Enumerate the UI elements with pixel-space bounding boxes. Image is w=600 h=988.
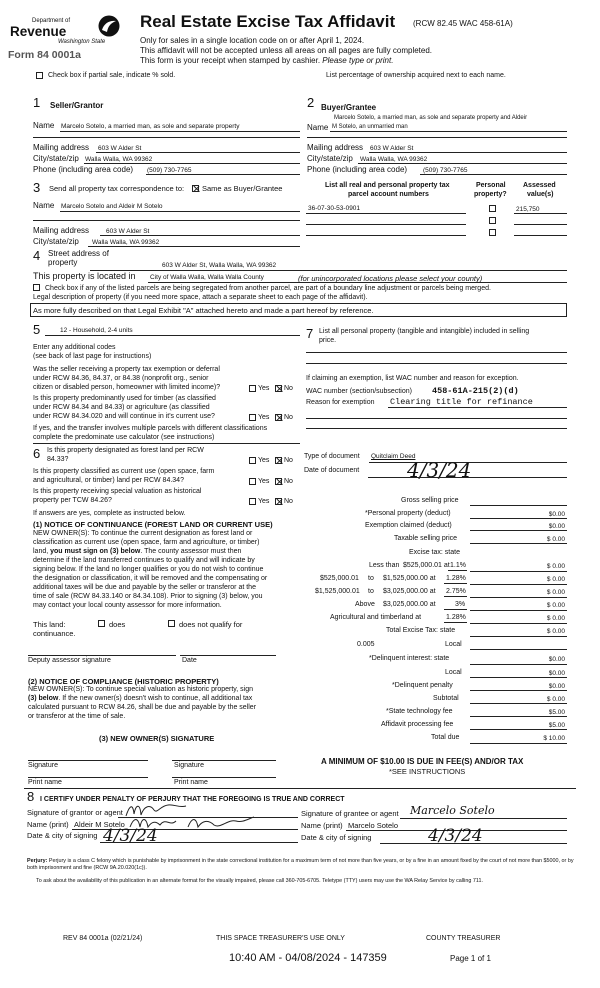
section-4-number: 4 <box>33 248 41 263</box>
agricultural-rate: 1.28% <box>446 614 466 621</box>
grantee-date-label: Date & city of signing <box>301 833 372 842</box>
personal-property-checkbox-2[interactable] <box>489 217 496 224</box>
revenue-label: Revenue <box>10 24 67 39</box>
page-title: Real Estate Excise Tax Affidavit <box>140 12 396 31</box>
owner-print-name-label-1: Print name <box>28 779 62 786</box>
notice1-line-6: the designation or classification, it will be removed and the compensating or <box>33 575 268 582</box>
legal-label: Legal description of property (if you need more space, attach a separate sheet to each page of the affidavit). <box>33 294 368 301</box>
unincorporated-note: (for unincorporated locations please select your county) <box>298 274 483 283</box>
historic-yes-label: Yes <box>258 498 270 505</box>
buyer-mailing-value: 603 W Alder St <box>370 145 414 152</box>
current-use-no-label: No <box>284 478 293 485</box>
timber-question-3: under RCW 84.34.020 and will continue in it's current use? <box>33 413 215 420</box>
historic-question-2: property per TCW 84.26? <box>33 497 112 504</box>
tier2-from: $525,000.01 <box>320 575 359 582</box>
notice2-line-3: calculated pursuant to RCW 84.26, shall be due and payable by the seller <box>28 704 257 711</box>
tier1-amount: $525,000.01 at <box>403 562 450 569</box>
exemption-no-checkbox[interactable] <box>275 385 282 392</box>
parcel-number-1: 36-07-30-53-0901 <box>308 205 361 212</box>
historic-no-checkbox[interactable] <box>275 498 282 505</box>
does-not-qualify-checkbox[interactable] <box>168 620 175 627</box>
current-use-question-2: and agricultural, or timber) land per RCW 84.34? <box>33 477 184 484</box>
correspondence-name-value: Marcelo Sotelo and Aldeir M Sotelo <box>61 203 163 210</box>
notice2-line-2: (3) below. If the new owner(s) doesn't wish to continue, all additional tax <box>28 695 253 702</box>
assessed-header-2: value(s) <box>527 191 554 198</box>
delinquent-penalty-value: $0.00 <box>548 683 565 690</box>
does-qualify-label: does <box>109 620 126 629</box>
document-date-value: 4/3/24 <box>407 458 472 482</box>
grantor-name-label: Name (print) <box>27 820 69 829</box>
excise-tax-state-label: Excise tax: state <box>409 549 460 556</box>
located-label: This property is located in <box>33 271 136 281</box>
document-date-label: Date of document <box>304 467 360 474</box>
exemption-deduct-label: Exemption claimed (deduct) <box>365 522 452 529</box>
exemption-yes-label: Yes <box>258 385 270 392</box>
grantor-date-label: Date & city of signing <box>27 831 98 840</box>
total-due-label: Total due <box>431 734 460 741</box>
agricultural-label: Agricultural and timberland at <box>330 614 422 621</box>
personal-header-2: property? <box>474 191 507 198</box>
revision-label: REV 84 0001a (02/21/24) <box>63 935 143 942</box>
buyer-name-line-2: M Sotelo, an unmarried man <box>332 124 408 130</box>
personal-property-checkbox-3[interactable] <box>489 229 496 236</box>
wac-number-label: WAC number (section/subsection) <box>306 388 412 395</box>
reason-exemption-value: Clearing title for refinance <box>390 397 533 407</box>
forest-question-1: Is this property designated as forest land per RCW <box>47 447 204 454</box>
located-value: City of Walla Walla, Walla Walla County <box>150 274 264 281</box>
current-use-yes-label: Yes <box>258 478 270 485</box>
tier3-upto: $3,025,000.00 at <box>383 588 436 595</box>
local-label-1: Local <box>445 641 462 648</box>
same-as-buyer-checkbox[interactable] <box>192 185 199 192</box>
timber-no-label: No <box>284 414 293 421</box>
header-line-1: Only for sales in a single location code on or after April 1, 2024. <box>140 36 365 45</box>
taxable-selling-price-value: $ 0.00 <box>546 536 565 543</box>
notice2-line-4: or transferor at the time of sale. <box>28 713 126 720</box>
gross-selling-price-label: Gross selling price <box>401 497 459 504</box>
parcel-header-1: List all real and personal property tax <box>325 182 450 189</box>
notice1-line-1: NEW OWNER(S): To continue the current designation as forest land or <box>33 530 253 537</box>
correspondence-city-value: Walla Walla, WA 99362 <box>92 239 160 246</box>
forest-yes-label: Yes <box>258 457 270 464</box>
timber-yes-label: Yes <box>258 414 270 421</box>
tier4-rate: 3% <box>455 601 466 608</box>
does-qualify-checkbox[interactable] <box>98 620 105 627</box>
notice1-line-7: additional taxes will be due and payable by the seller or transferor at the <box>33 584 256 591</box>
notice-compliance-title: (2) NOTICE OF COMPLIANCE (HISTORIC PROPERTY) <box>28 677 219 686</box>
this-land-label: This land: <box>33 620 66 629</box>
tier3-to: to <box>368 588 374 595</box>
exemption-claim-label: If claiming an exemption, list WAC number and reason for exception. <box>306 375 519 382</box>
section-1-number: 1 <box>33 95 41 110</box>
correspondence-city-label: City/state/zip <box>33 237 79 246</box>
seller-phone-value: (509) 730-7765 <box>147 167 192 174</box>
same-as-buyer-label: Same as Buyer/Grantee <box>202 184 283 193</box>
tier3-rate: 2.75% <box>446 588 466 595</box>
notice1-line-4: determine if the land transferred continues to qualify and will indicate by <box>33 557 255 564</box>
tier3-value: $ 0.00 <box>546 589 565 596</box>
current-use-no-checkbox[interactable] <box>275 478 282 485</box>
assessed-header-1: Assessed <box>523 182 556 189</box>
delinquent-interest-state-value: $0.00 <box>548 656 565 663</box>
exemption-no-label: No <box>284 385 293 392</box>
multiple-parcels-note-1: If yes, and the transfer involves multiple parcels with different classifications <box>33 425 268 432</box>
notice1-line-3: land, you must sign on (3) below. The county assessor must then <box>33 548 242 555</box>
delinquent-interest-label: *Delinquent interest: state <box>369 655 450 662</box>
section-8-number: 8 <box>27 789 35 804</box>
segregated-checkbox[interactable] <box>33 284 40 291</box>
rcw-citation: (RCW 82.45 WAC 458-61A) <box>413 19 513 28</box>
seller-name-label: Name <box>33 121 55 130</box>
tier1-less-than: Less than <box>369 562 400 569</box>
subtotal-value: $ 0.00 <box>546 696 565 703</box>
answers-yes-note: If answers are yes, complete as instructed below. <box>33 510 186 517</box>
reason-exemption-label: Reason for exemption <box>306 399 375 406</box>
street-label-2: property <box>48 258 78 267</box>
seller-heading: Seller/Grantor <box>50 101 104 110</box>
seller-city-label: City/state/zip <box>33 154 79 163</box>
seller-name-value: Marcelo Sotelo, a married man, as sole and separate property <box>61 123 240 130</box>
timber-question-1: Is this property predominantly used for timber (as classified <box>33 395 216 402</box>
header-line-3: This form is your receipt when stamped by cashier. Please type or print. <box>140 56 394 65</box>
section-5-number: 5 <box>33 322 41 337</box>
document-type-label: Type of document <box>304 453 360 460</box>
forest-question-2: 84.33? <box>47 456 69 463</box>
street-value: 603 W Alder St, Walla Walla, WA 99362 <box>162 262 277 269</box>
deputy-date-label: Date <box>182 657 197 664</box>
wa-logo-icon <box>98 15 120 37</box>
owner-signature-label-1: Signature <box>28 762 58 769</box>
partial-sale-label: Check box if partial sale, indicate % sold. <box>48 72 176 79</box>
forest-no-checkbox[interactable] <box>275 457 282 464</box>
grantee-date-value: 4/3/24 <box>428 826 483 846</box>
county-treasurer-label: COUNTY TREASURER <box>426 935 501 942</box>
assessed-value-1: 215,750 <box>516 206 540 213</box>
timber-question-2: under RCW 84.34 and 84.33) or agriculture (as classified <box>33 404 210 411</box>
tier2-to: to <box>368 575 374 582</box>
section-7-number: 7 <box>306 326 314 341</box>
new-owner-signature-heading: (3) NEW OWNER(S) SIGNATURE <box>99 734 215 743</box>
personal-header-1: Personal <box>476 182 506 189</box>
segregated-label: Check box if any of the listed parcels are being segregated from another parcel, are part of a boundary line adjustment or parcels being merged. <box>45 285 491 292</box>
buyer-heading: Buyer/Grantee <box>321 103 377 112</box>
perjury-note: Perjury: Perjury is a class C felony which is punishable by imprisonment in the state correctional institution for a maximum term of not more than five years, or by a fine in an amount fixed by the court of not more than $5000, or by both imprisonment and fine (RCW 9A.20.020(1c)). <box>27 858 574 871</box>
wac-number-value: 458-61A-215(2)(d) <box>432 386 519 396</box>
correspondence-mailing-label: Mailing address <box>33 226 90 235</box>
tier2-value: $ 0.00 <box>546 576 565 583</box>
tier2-upto: $1,525,000.00 at <box>383 575 436 582</box>
total-excise-state-value: $ 0.00 <box>546 628 565 635</box>
alternate-format-note: To ask about the availability of this publication in an alternate format for the visually impaired, please call 360-705-6705. Teletype (TTY) users may use the WA Relay Service by calling 711. <box>36 878 483 884</box>
notice-continuance-title: (1) NOTICE OF CONTINUANCE (FOREST LAND OR CURRENT USE) <box>33 520 273 529</box>
buyer-phone-label: Phone (including area code) <box>307 165 408 174</box>
form-number: Form 84 0001a <box>8 49 81 61</box>
grantor-signature-label: Signature of grantor or agent <box>27 808 123 817</box>
subtotal-label: Subtotal <box>433 695 459 702</box>
local-label-2: Local <box>445 669 462 676</box>
section-3-number: 3 <box>33 180 41 195</box>
seller-city-value: Walla Walla, WA 99362 <box>85 156 153 163</box>
buyer-mailing-label: Mailing address <box>307 143 364 152</box>
does-not-qualify-label: does not qualify for <box>179 620 243 629</box>
header-line-2: This affidavit will not be accepted unless all areas on all pages are fully completed. <box>140 46 433 55</box>
taxable-selling-price-label: Taxable selling price <box>394 535 458 542</box>
ownership-note: List percentage of ownership acquired next to each name. <box>326 72 506 79</box>
forest-no-label: No <box>284 457 293 464</box>
section-2-number: 2 <box>307 95 315 110</box>
correspondence-mailing-value: 603 W Alder St <box>106 228 150 235</box>
current-use-yes-checkbox[interactable] <box>249 478 256 485</box>
current-use-question-1: Is this property classified as current use (open space, farm <box>33 468 215 475</box>
personal-property-deduct-value: $0.00 <box>548 511 565 518</box>
tier1-rate: 1.1% <box>450 562 466 569</box>
personal-property-heading-1: List all personal property (tangible and intangible) included in selling <box>319 328 530 335</box>
grantee-name-value: Marcelo Sotelo <box>348 821 399 830</box>
forest-yes-checkbox[interactable] <box>249 457 256 464</box>
timber-yes-checkbox[interactable] <box>249 414 256 421</box>
certify-statement: I CERTIFY UNDER PENALTY OF PERJURY THAT THE FOREGOING IS TRUE AND CORRECT <box>40 796 345 803</box>
tier4-above: Above <box>355 601 375 608</box>
document-type-value: Quitclaim Deed <box>371 453 416 460</box>
historic-question-1: Is this property receiving special valuation as historical <box>33 488 202 495</box>
personal-property-heading-2: price. <box>319 337 337 344</box>
exemption-yes-checkbox[interactable] <box>249 385 256 392</box>
seller-mailing-label: Mailing address <box>33 143 90 152</box>
correspondence-name-label: Name <box>33 201 55 210</box>
tier1-value: $ 0.00 <box>546 563 565 570</box>
buyer-phone-value: (509) 730-7765 <box>423 167 468 174</box>
use-code-value: 12 - Household, 2-4 units <box>60 327 133 334</box>
multiple-parcels-note-2: complete the predominate use calculator (see instructions) <box>33 434 215 441</box>
notice1-line-5: signing below. If the land no longer qualifies or you do not wish to continue <box>33 566 264 573</box>
tier2-rate: 1.28% <box>446 575 466 582</box>
technology-fee-value: $5.00 <box>548 709 565 716</box>
notice2-line-1: NEW OWNER(S): To continue special valuation as historic property, sign <box>28 686 253 693</box>
partial-sale-checkbox[interactable] <box>36 72 43 79</box>
historic-yes-checkbox[interactable] <box>249 498 256 505</box>
notice1-line-8: time of sale (RCW 84.33.140 or 84.34.108). Prior to signing (3) below, you <box>33 593 263 600</box>
affidavit-fee-value: $5.00 <box>548 722 565 729</box>
total-due-value: $ 10.00 <box>543 735 565 742</box>
total-excise-state-label: Total Excise Tax: state <box>386 627 456 634</box>
parcel-header-2: parcel account numbers <box>348 191 429 198</box>
owner-print-name-label-2: Print name <box>174 779 208 786</box>
notice1-line-2: classification as current use (open space, farm and agriculture, or timber) <box>33 539 260 546</box>
seller-phone-label: Phone (including area code) <box>33 165 134 174</box>
exemption-question-3: citizen or disabled person, homeowner with limited income)? <box>33 384 221 391</box>
additional-codes-label-1: Enter any additional codes <box>33 344 116 351</box>
buyer-city-value: Walla Walla, WA 99362 <box>360 156 428 163</box>
grantee-signature-label: Signature of grantee or agent <box>301 809 399 818</box>
state-label: Washington State <box>58 39 106 45</box>
street-label-1: Street address of <box>48 249 109 258</box>
exemption-question-2: under RCW 84.36, 84.37, or 84.38 (nonprofit org., senior <box>33 375 209 382</box>
buyer-name-label: Name <box>307 123 329 132</box>
dept-label: Department of <box>32 18 71 24</box>
section-6-number: 6 <box>33 446 41 461</box>
minimum-due-note: A MINIMUM OF $10.00 IS DUE IN FEE(S) AND/OR TAX <box>321 757 524 766</box>
deputy-signature-label: Deputy assessor signature <box>28 657 111 664</box>
technology-fee-label: *State technology fee <box>386 708 453 715</box>
exemption-question-1: Was the seller receiving a property tax exemption or deferral <box>33 366 220 373</box>
historic-no-label: No <box>284 498 293 505</box>
tier4-amount: $3,025,000.00 at <box>383 601 436 608</box>
seller-mailing-value: 603 W Alder St <box>98 145 142 152</box>
see-instructions-note: *SEE INSTRUCTIONS <box>389 767 466 776</box>
local-rate: 0.005 <box>357 641 375 648</box>
legal-description-value: As more fully described on that Legal Exhibit "A" attached hereto and made a part hereof by reference. <box>33 306 374 315</box>
timber-no-checkbox[interactable] <box>275 414 282 421</box>
exemption-deduct-value: $0.00 <box>548 523 565 530</box>
tier4-value: $ 0.00 <box>546 602 565 609</box>
delinquent-interest-local-value: $0.00 <box>548 670 565 677</box>
buyer-city-label: City/state/zip <box>307 154 353 163</box>
personal-property-deduct-label: *Personal property (deduct) <box>365 510 451 517</box>
cashier-stamp: 10:40 AM - 04/08/2024 - 147359 <box>229 952 387 964</box>
grantor-name-value: Aldeir M Sotelo <box>74 820 125 829</box>
correspondence-label: Send all property tax correspondence to: <box>49 184 185 193</box>
grantee-name-label: Name (print) <box>301 821 343 830</box>
grantee-signature: Marcelo Sotelo <box>410 804 495 817</box>
notice1-line-9: may contact your local county assessor for more information. <box>33 602 222 609</box>
agricultural-value: $ 0.00 <box>546 615 565 622</box>
additional-codes-label-2: (see back of last page for instructions) <box>33 353 152 360</box>
affidavit-fee-label: Affidavit processing fee <box>381 721 454 728</box>
delinquent-penalty-label: *Delinquent penalty <box>392 682 453 689</box>
owner-signature-label-2: Signature <box>174 762 204 769</box>
continuance-label: continuance. <box>33 629 76 638</box>
buyer-name-line-1: Marcelo Sotelo, a married man, as sole and separate property and Aldeir <box>334 115 528 121</box>
page-number: Page 1 of 1 <box>450 954 491 963</box>
dor-logo <box>8 14 122 64</box>
personal-property-checkbox-1[interactable] <box>489 205 496 212</box>
tier3-from: $1,525,000.01 <box>315 588 360 595</box>
treasurer-use-label: THIS SPACE TREASURER'S USE ONLY <box>216 935 345 942</box>
grantor-date-value: 4/3/24 <box>103 826 158 846</box>
